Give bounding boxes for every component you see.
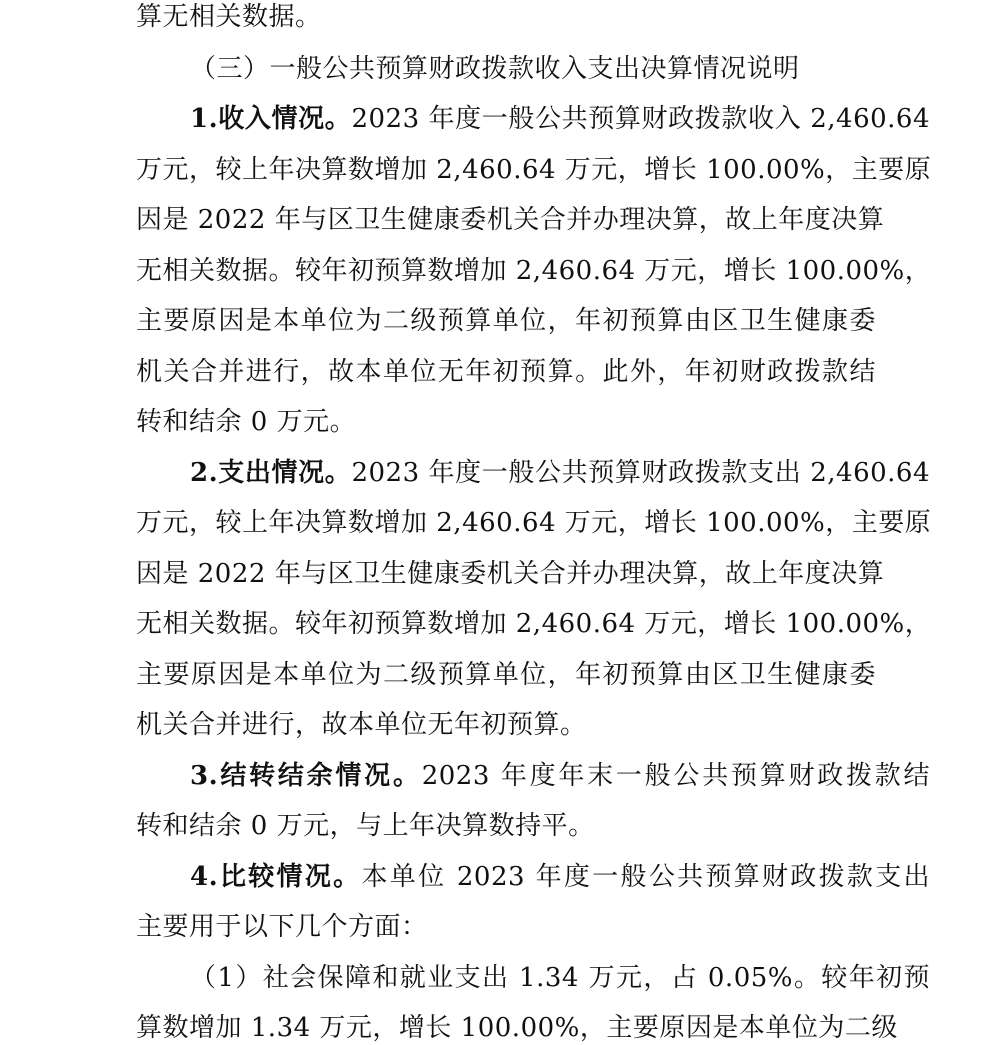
paragraph-line [136,708,876,742]
paragraph-line [136,0,876,34]
paragraph-line [136,456,930,490]
paragraph-line [136,910,876,944]
paragraph-line [136,961,930,995]
line-text: 机关合并进行，故本单位无年初预算。 [136,710,587,740]
line-text: 转和结余 0 万元。 [136,407,357,437]
line-text: 算数增加 1.34 万元，增长 100.00%，主要原因是本单位为二级 [136,1013,898,1043]
paragraph-line [136,102,930,136]
lead-label: 4.比较情况。 [190,862,362,892]
line-text: 主要原因是本单位为二级预算单位，年初预算由区卫生健康委 [136,306,876,336]
line-text: 机关合并进行，故本单位无年初预算。此外，年初财政拨款结 [136,357,876,387]
line-text: 转和结余 0 万元，与上年决算数持平。 [136,811,595,841]
paragraph-line [136,809,876,843]
line-text: 无相关数据。较年初预算数增加 2,460.64 万元，增长 100.00%， [136,256,932,286]
lead-label: 3.结转结余情况。 [190,761,422,791]
line-text: 因是 2022 年与区卫生健康委机关合并办理决算，故上年度决算 [136,205,885,235]
paragraph-line [136,506,932,540]
line-text: （1）社会保障和就业支出 1.34 万元，占 0.05%。较年初预 [190,963,930,993]
line-text: 2023 年度一般公共预算财政拨款收入 2,460.64 [351,104,930,134]
lead-label: 1.收入情况。 [190,104,352,134]
paragraph-line [136,304,876,338]
line-text: 主要用于以下几个方面： [136,912,428,942]
paragraph-line [136,658,876,692]
paragraph-line [136,203,885,237]
paragraph-line [136,607,932,641]
section-heading [136,52,930,86]
line-text: 无相关数据。较年初预算数增加 2,460.64 万元，增长 100.00%， [136,609,932,639]
line-text: 2023 年度一般公共预算财政拨款支出 2,460.64 [351,458,930,488]
line-text: 万元，较上年决算数增加 2,460.64 万元，增长 100.00%，主要原 [136,155,932,185]
line-text: 算无相关数据。 [136,2,322,32]
paragraph-line [136,405,876,439]
paragraph-line [136,153,932,187]
paragraph-line [136,759,930,793]
paragraph-line [136,860,930,894]
heading-text: （三）一般公共预算财政拨款收入支出决算情况说明 [190,54,800,84]
paragraph-line [136,254,932,288]
line-text: 万元，较上年决算数增加 2,460.64 万元，增长 100.00%，主要原 [136,508,932,538]
line-text: 主要原因是本单位为二级预算单位，年初预算由区卫生健康委 [136,660,876,690]
paragraph-line [136,1011,898,1045]
paragraph-line [136,355,876,389]
paragraph-line [136,557,885,591]
line-text: 本单位 2023 年度一般公共预算财政拨款支出 [361,862,930,892]
lead-label: 2.支出情况。 [190,458,352,488]
line-text: 因是 2022 年与区卫生健康委机关合并办理决算，故上年度决算 [136,559,885,589]
line-text: 2023 年度年末一般公共预算财政拨款结 [421,761,930,791]
